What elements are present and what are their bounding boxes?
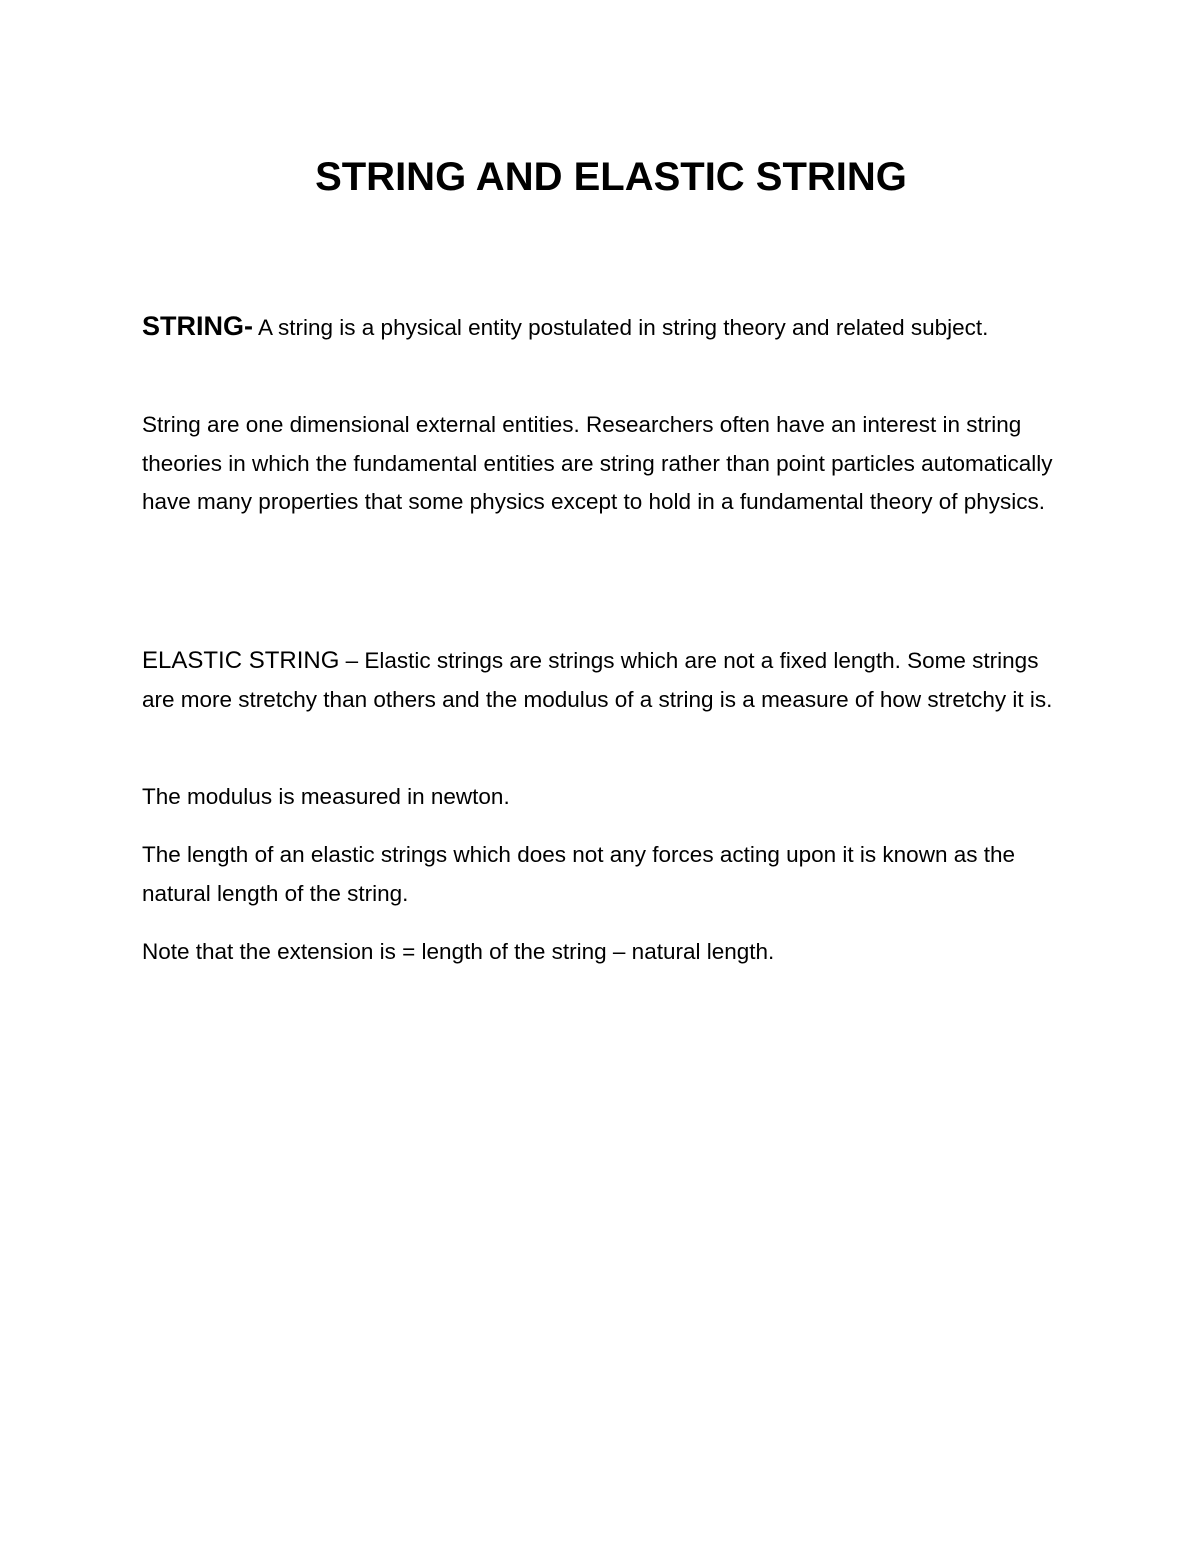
page-title: STRING AND ELASTIC STRING xyxy=(315,155,907,199)
string-definition-paragraph xyxy=(142,307,1077,348)
string-body-paragraph: String are one dimensional external entities. Researchers often have an interest in string theories in which the fundamental entities are string rather than point particles automatically have many properties that some physics except to hold in a fundamental theory of physics. xyxy=(142,412,1053,514)
string-definition-text: A string is a physical entity postulated in string theory and related subject. xyxy=(253,315,989,340)
elastic-string-body-paragraph: Note that the extension is = length of the string – natural length. xyxy=(142,939,775,964)
elastic-string-definition-text: – Elastic strings are strings which are not a fixed length. Some strings are more stretchy than others and the modulus of a string is a measure of how stretchy it is. xyxy=(142,648,1053,712)
elastic-string-definition-paragraph xyxy=(142,642,1077,719)
section-term-string: STRING- xyxy=(142,311,253,341)
section-term-elastic-string: ELASTIC STRING xyxy=(142,647,340,674)
elastic-string-body-paragraph: The length of an elastic strings which does not any forces acting upon it is known as the natural length of the string. xyxy=(142,842,1015,906)
elastic-string-body-paragraph: The modulus is measured in newton. xyxy=(142,784,510,809)
